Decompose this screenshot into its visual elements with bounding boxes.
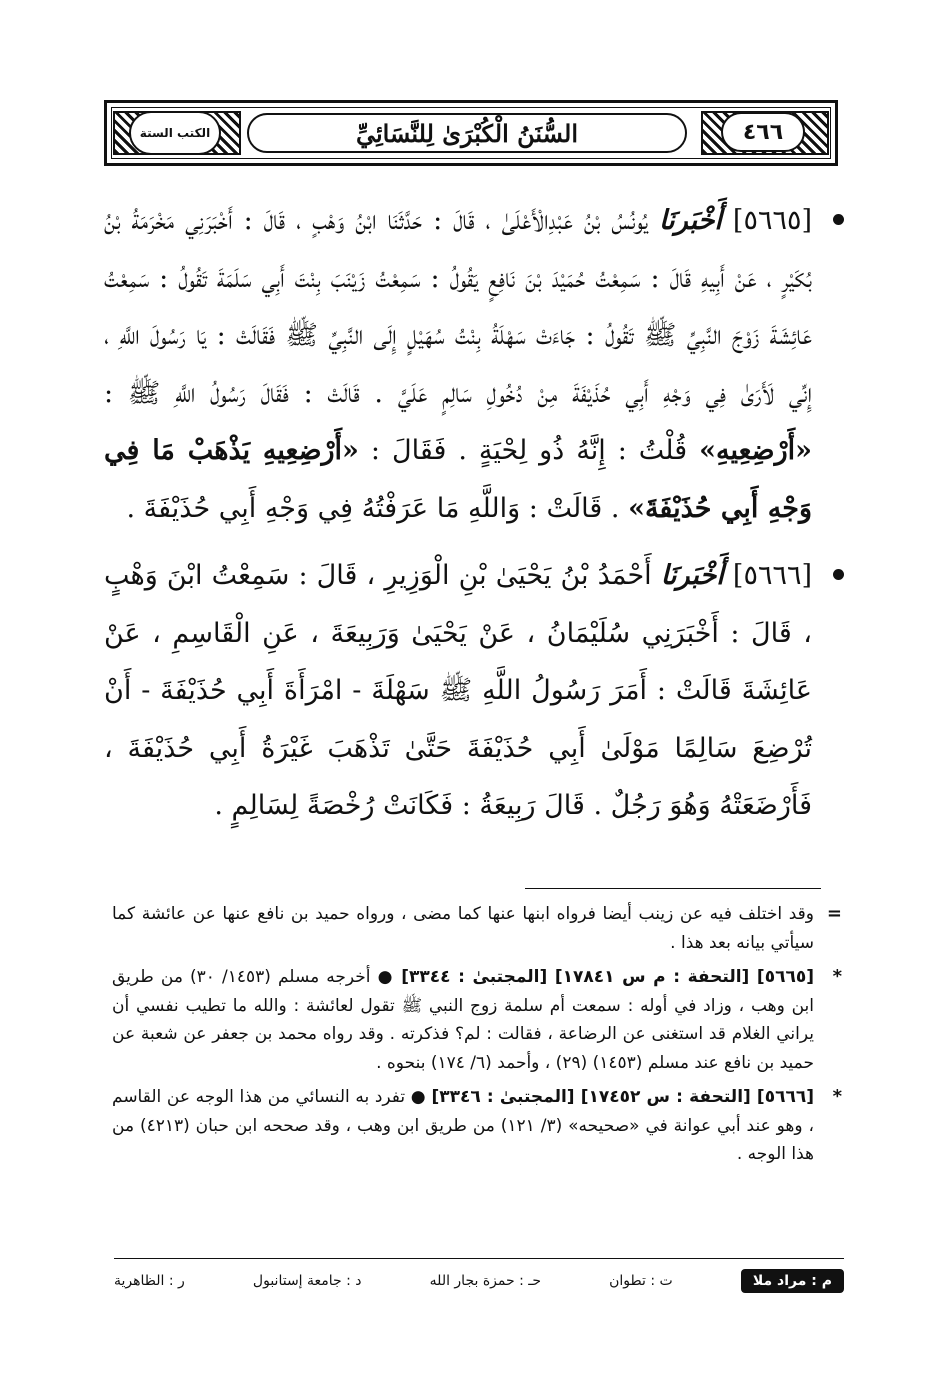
footnote-reference: [٥٦٦٥] [التحفة : م س ١٧٨٤١] [المجتبىٰ : ٣٣٤٤] bbox=[401, 967, 814, 987]
footnote-text: وقد اختلف فيه عن زينب أيضا فرواه ابنها عنها كما مضى ، ورواه حميد بن نافع عنها عن عائشة كما سيأتي بيانه بعد هذا . bbox=[112, 904, 814, 953]
hadith-paragraph bbox=[104, 547, 844, 835]
main-text bbox=[104, 192, 844, 845]
footnotes bbox=[112, 900, 842, 1169]
hadith-text-part: . قَالَتْ : وَاللَّهِ مَا عَرَفْتُهُ فِي وَجْهِ أَبِي حُذَيْفَةَ . bbox=[126, 492, 620, 524]
footnote-mark: * bbox=[832, 966, 842, 987]
book-title: السُّنَنُ الْكُبْرَىٰ لِلنَّسَائِيِّ bbox=[355, 118, 579, 148]
page-header bbox=[104, 100, 838, 166]
hadith-text-part: قُلْتُ : إِنَّهُ ذُو لِحْيَةٍ . فَقَالَ : bbox=[370, 435, 688, 466]
hadith-paragraph bbox=[104, 192, 844, 537]
footnote-mark: * bbox=[832, 1086, 842, 1107]
hadith-5665 bbox=[104, 192, 844, 537]
hadith-number: [٥٦٦٦] bbox=[732, 560, 812, 591]
emblem bbox=[129, 111, 221, 155]
footer-rule bbox=[114, 1258, 844, 1259]
siglum-item: ت : تطوان bbox=[609, 1273, 673, 1289]
hadith-text-part: يُونُسُ بْنُ عَبْدِالْأَعْلَىٰ ، قَالَ : حَدَّثَنَا ابْنُ وَهْبٍ ، قَالَ : أَخْبَرَنِي مَخْرَمَةُ بْنُ بُكَيْرٍ ، عَنْ أَبِيهِ قَالَ : سَمِعْتُ حُمَيْدَ بْنَ نَافِعٍ يَقُولُ : سَمِعْتُ زَيْنَبَ بِنْتَ أَبِي سَلَمَةَ تَقُولُ : سَمِعْتُ عَائِشَةَ زَوْجَ النَّبِيِّ ﷺ تَقُولُ : جَاءَتْ سَهْلَةُ بِنْتُ سُهَيْلٍ إِلَى النَّبِيِّ ﷺ فَقَالَتْ : يَا رَسُولَ اللَّهِ ، إِنِّي لَأَرَىٰ فِي وَجْهِ أَبِي حُذَيْفَةَ مِنْ دُخُولِ سَالِمٍ عَلَيَّ . قَالَتْ : فَقَالَ رَسُولُ اللَّهِ ﷺ : bbox=[104, 205, 812, 409]
footnote-reference: [٥٦٦٦] [التحفة : س ١٧٤٥٢] [المجتبىٰ : ٣٣٤٦] bbox=[431, 1087, 815, 1107]
hadith-lead: أَخْبَرنَا bbox=[658, 205, 722, 236]
siglum-item: حـ : حمزة بجار الله bbox=[429, 1273, 542, 1289]
bullet-icon bbox=[833, 214, 844, 225]
footnote-text: ● أخرجه مسلم (١٤٥٣/ ٣٠) من طريق ابن وهب ، وزاد في أوله : سمعت أم سلمة زوج النبي ﷺ تقول لعائشة : والله ما تطيب نفسي أن يراني الغلام قد استغنى عن الرضاعة ، فقالت : لم؟ فذكرته . وقد رواه محمد بن جعفر عن شعبة عن حميد بن نافع عند مسلم (١٤٥٣) (٢٩) ، وأحمد (٦/ ١٧٤) بنحوه . bbox=[112, 967, 814, 1073]
footnote-mark: = bbox=[826, 903, 842, 924]
hadith-number: [٥٦٦٥] bbox=[732, 205, 812, 236]
bullet-icon bbox=[833, 569, 844, 580]
footnote bbox=[112, 900, 842, 957]
header-title-box bbox=[247, 113, 687, 153]
manuscript-sigla-footer bbox=[114, 1264, 844, 1298]
hadith-text-part: أَحْمَدُ بْنُ يَحْيَىٰ بْنِ الْوَزِيرِ ، قَالَ : سَمِعْتُ ابْنَ وَهْبٍ ، قَالَ : أَخْبَرَنِي سُلَيْمَانُ ، عَنْ يَحْيَىٰ وَرَبِيعَةَ ، عَنِ الْقَاسِمِ ، عَنْ عَائِشَةَ قَالَتْ : أَمَرَ رَسُولُ اللَّهِ ﷺ سَهْلَةَ - امْرَأَةَ أَبِي حُذَيْفَةَ - أَنْ تُرْضِعَ سَالِمًا مَوْلَىٰ أَبِي حُذَيْفَةَ حَتَّىٰ تَذْهَبَ غَيْرَةُ أَبِي حُذَيْفَةَ ، فَأَرْضَعَتْهُ وَهُوَ رَجُلٌ . قَالَ رَبِيعَةُ : فَكَانَتْ رُخْصَةً لِسَالِمٍ . bbox=[104, 560, 812, 821]
hadith-quote: «أَرْضِعِيهِ يَذْهَبْ مَا فِي وَجْهِ أَبِي حُذَيْفَةَ» bbox=[104, 435, 812, 524]
footnote bbox=[112, 1083, 842, 1169]
footnote-text: ● تفرد به النسائي من هذا الوجه عن القاسم ، وهو عند أبي عوانة في «صحيحه» (٣/ ١٢١) من طريق ابن وهب ، وقد صححه ابن حبان (٤٢١٣) من هذا الوجه . bbox=[112, 1087, 814, 1164]
siglum-badge: م : مراد ملا bbox=[741, 1269, 844, 1293]
page-number: ٤٦٦ bbox=[742, 119, 784, 145]
siglum-item: ر : الظاهرية bbox=[114, 1273, 185, 1289]
footnote-separator bbox=[525, 888, 821, 889]
hadith-lead: أَخْبَرنَا bbox=[660, 560, 724, 591]
page-number-box bbox=[721, 112, 805, 152]
hadith-quote: «أَرْضِعِيهِ» bbox=[699, 435, 812, 466]
emblem-text: الكتب الستة bbox=[139, 126, 211, 140]
footnote bbox=[112, 963, 842, 1077]
siglum-item: د : جامعة إستانبول bbox=[252, 1273, 362, 1289]
hadith-5666 bbox=[104, 547, 844, 835]
